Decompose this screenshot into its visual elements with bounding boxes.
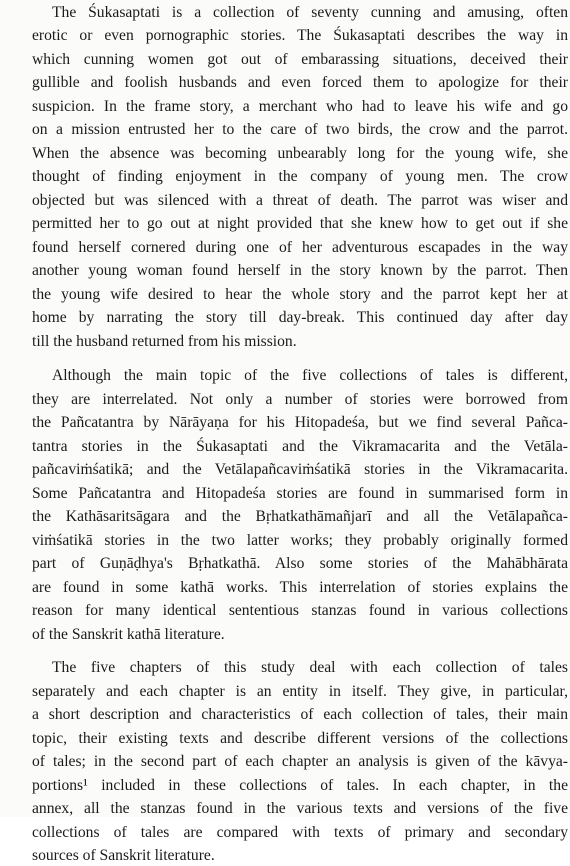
text-line: reason for many identical sententious stanzas found in various collections	[32, 602, 568, 619]
text-line: part of Guṇāḍhya's Bṛhatkathā. Also some stories of the Mahābhārata	[32, 555, 568, 572]
text-line: the young wife desired to hear the whole story and the parrot kept her at	[32, 286, 568, 303]
text-line: which cunning women got out of embarassing situations, deceived their	[32, 51, 568, 68]
text-line: separately and each chapter is an entity in itself. They give, in particular,	[32, 683, 568, 700]
text-line: the Kathāsaritsāgara and the Bṛhatkathāmañjarī and all the Vetālapañca-	[32, 508, 568, 525]
text-line: collections of tales are compared with texts of primary and secondary	[32, 824, 568, 841]
text-line: pañcaviṁśatikā; and the Vetālapañcaviṁśatikā stories in the Vikramacarita.	[32, 461, 568, 478]
text-line: another young woman found herself in the story known by the parrot. Then	[32, 262, 568, 279]
text-line: of tales; in the second part of each chapter an analysis is given of the kāvya-	[32, 753, 568, 770]
text-line: Some Pañcatantra and Hitopadeśa stories are found in summarised form in	[32, 485, 568, 502]
text-line: Although the main topic of the five collections of tales is different,	[52, 367, 568, 384]
text-line: suspicion. In the frame story, a merchant who had to leave his wife and go	[32, 98, 568, 115]
text-line: viṁśatikā stories in the two latter works; they probably originally formed	[32, 532, 568, 549]
text-line: sources of Sanskrit literature.	[32, 847, 215, 864]
text-line: found herself cornered during one of her adventurous escapades in the way	[32, 239, 568, 256]
text-line: portions¹ included in these collections of tales. In each chapter, in the	[32, 777, 568, 794]
text-line: gullible and foolish husbands and even forced them to apologize for their	[32, 74, 568, 91]
text-line: on a mission entrusted her to the care of two birds, the crow and the parrot.	[32, 121, 568, 138]
text-line: The Śukasaptati is a collection of seventy cunning and amusing, often	[52, 4, 568, 21]
text-line: tantra stories in the Śukasaptati and the Vikramacarita and the Vetāla-	[32, 438, 568, 455]
text-line: they are interrelated. Not only a number of stories were borrowed from	[32, 391, 568, 408]
text-line: are found in some kathā works. This interrelation of stories explains the	[32, 579, 568, 596]
text-line: annex, all the stanzas found in the various texts and versions of the five	[32, 800, 568, 817]
text-line: erotic or even pornographic stories. The Śukasaptati describes the way in	[32, 27, 568, 44]
text-line: of the Sanskrit kathā literature.	[32, 626, 225, 643]
text-line: home by narrating the story till day-break. This continued day after day	[32, 309, 568, 326]
text-line: till the husband returned from his mission.	[32, 333, 297, 350]
text-line: When the absence was becoming unbearably long for the young wife, she	[32, 145, 568, 162]
text-line: permitted her to go out at night provided that she knew how to get out if she	[32, 215, 568, 232]
text-line: objected but was silenced with a threat of death. The parrot was wiser and	[32, 192, 568, 209]
text-line: topic, their existing texts and describe different versions of the collections	[32, 730, 568, 747]
text-line: thought of finding enjoyment in the company of young men. The crow	[32, 168, 568, 185]
text-line: the Pañcatantra by Nārāyaṇa for his Hitopadeśa, but we find several Pañca-	[32, 414, 568, 431]
text-line: The five chapters of this study deal with each collection of tales	[52, 659, 568, 676]
text-line: a short description and characteristics of each collection of tales, their main	[32, 706, 568, 723]
